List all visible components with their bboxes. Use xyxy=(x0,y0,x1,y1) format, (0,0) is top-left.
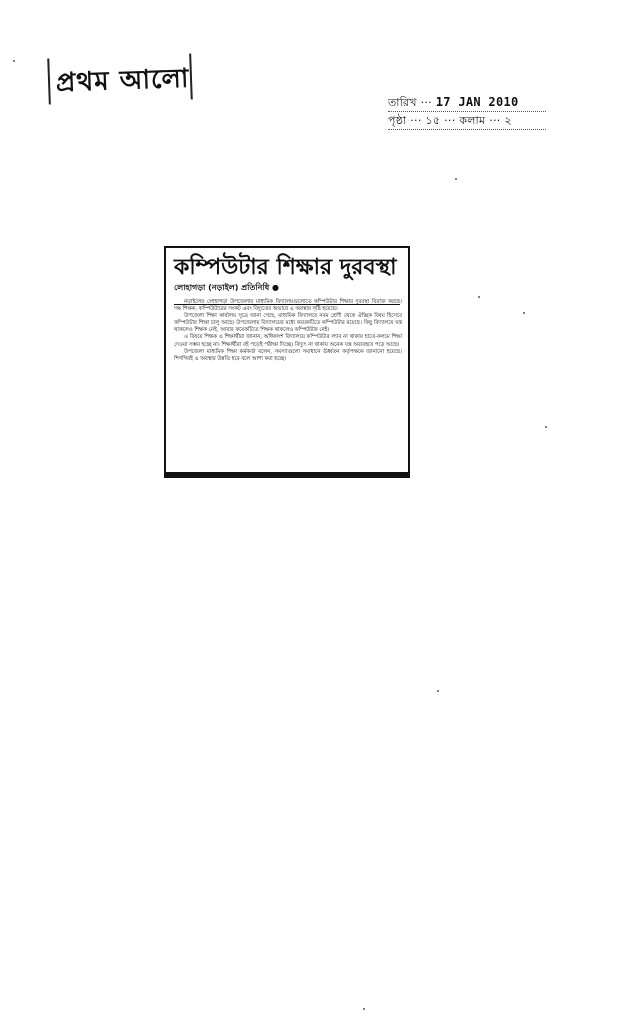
scan-speck xyxy=(545,426,547,428)
scan-speck xyxy=(13,60,15,62)
article-paragraph: উপজেলা শিক্ষা কার্যালয় সূত্রে জানা গেছে, মাধ্যমিক বিদ্যালয়ে নবম শ্রেণী থেকে ঐচ্ছিক বিষয় হিসেবে কম্পিউটার শিক্ষা চালু আছে। উপজেলায় বিদ্যালয়ের মধ্যে কয়েকটিতে কম্পিউটার রয়েছে। কিছু বিদ্যালয়ে যন্ত্র থাকলেও শিক্ষক নেই, আবার কয়েকটিতে শিক্ষক থাকলেও কম্পিউটার নেই। xyxy=(174,313,402,334)
article-clipping xyxy=(164,246,410,478)
scan-speck xyxy=(437,690,439,692)
stamp-page-row: পৃষ্ঠা ··· ১৫ ··· কলাম ··· ২ xyxy=(388,112,546,130)
scan-speck xyxy=(478,296,480,298)
clipping-stamp xyxy=(388,94,546,130)
scan-speck xyxy=(363,1008,365,1010)
article-paragraph: উপজেলা মাধ্যমিক শিক্ষা কর্মকর্তা বলেন, সমস্যাগুলো সমাধানে ঊর্ধ্বতন কর্তৃপক্ষকে জানানো হয়েছে। শিগগিরই এ অবস্থার উন্নতি হবে বলে আশা করা হচ্ছে। xyxy=(174,348,402,362)
stamp-column-label: কলাম xyxy=(459,114,486,127)
scan-speck xyxy=(455,178,457,180)
article-headline: কম্পিউটার শিক্ষার দুরবস্থা xyxy=(174,254,397,280)
article-body xyxy=(174,299,402,363)
stamp-date-label: তারিখ xyxy=(388,96,417,109)
scan-speck xyxy=(523,312,525,314)
stamp-date-row: তারিখ ··· 17 JAN 2010 xyxy=(388,94,546,112)
stamp-column-value: ২ xyxy=(504,114,512,127)
stamp-date-value: 17 JAN 2010 xyxy=(435,95,519,109)
newspaper-masthead: প্রথম আলো xyxy=(55,63,190,99)
stamp-page-value: ১৫ xyxy=(425,114,441,127)
article-paragraph: নড়াইলের লোহাগড়া উপজেলার মাধ্যমিক বিদ্যালয়গুলোতে কম্পিউটার শিক্ষার দুরবস্থা বিরাজ করছে। দক্ষ শিক্ষক, কম্পিউটারের সংকট এবং বিদ্যুতের অভাবে এ অবস্থার সৃষ্টি হয়েছে। xyxy=(174,299,402,313)
clipping-shadow xyxy=(164,472,410,476)
article-byline: লোহাগড়া (নড়াইল) প্রতিনিধি ● xyxy=(174,283,279,292)
headline-rule xyxy=(174,304,400,305)
article-paragraph: এ বিষয়ে শিক্ষক ও শিক্ষার্থীরা জানান, অধিকাংশ বিদ্যালয়ে কম্পিউটার ল্যাব না থাকায় হাতে-কলমে শিক্ষা দেওয়া সম্ভব হচ্ছে না। শিক্ষার্থীরা বই পড়েই পরীক্ষা দিচ্ছে। বিদ্যুৎ না থাকায় অনেক যন্ত্র অব্যবহৃত পড়ে আছে। xyxy=(174,334,402,348)
stamp-page-label: পৃষ্ঠা xyxy=(388,114,407,127)
